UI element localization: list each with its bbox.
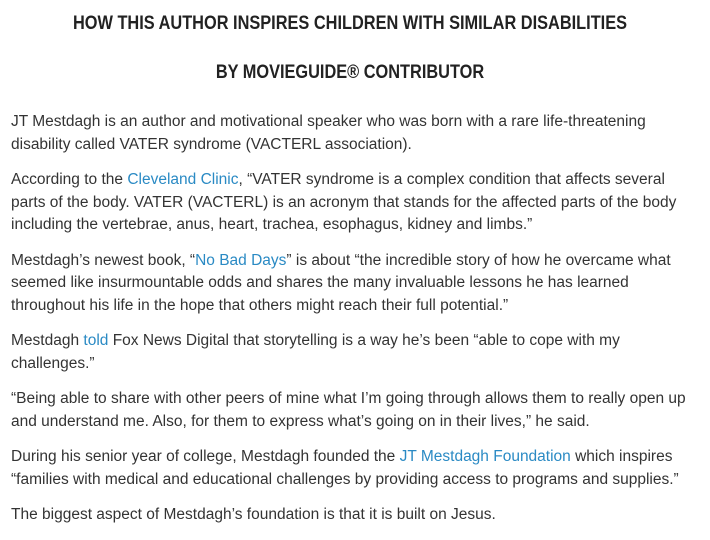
article-byline: BY MOVIEGUIDE® CONTRIBUTOR — [215, 62, 485, 83]
paragraph-2 — [11, 169, 701, 237]
article-title: HOW THIS AUTHOR INSPIRES CHILDREN WITH SIMILAR DISABILITIES — [72, 13, 628, 34]
cleveland-clinic-link[interactable]: Cleveland Clinic — [127, 171, 239, 188]
paragraph-3-text-end: ” is about “the incredible story of how he overcame what seemed like insurmountable odds and shares the many invaluable lessons he has learned throughout his life in the hope that others might reach their full potential.” — [11, 251, 671, 314]
paragraph-4 — [11, 330, 701, 375]
paragraph-5: “Being able to share with other peers of mine what I’m going through allows them to really open up and understand me. Also, for them to express what’s going on in their lives,” he said. — [11, 390, 686, 430]
paragraph-7: The biggest aspect of Mestdagh’s foundation is that it is built on Jesus. — [11, 506, 496, 523]
paragraph-6-text-start: During his senior year of college, Mestdagh founded the — [11, 448, 400, 465]
no-bad-days-link[interactable]: No Bad Days — [195, 251, 287, 269]
paragraph-2-text-end: , “VATER syndrome is a complex condition that affects several parts of the body. VATER (VACTERL) is an acronym that stands for the affected parts of the body including the vertebrae, anus, heart, trachea, esophagus, kidney and limbs.” — [11, 171, 677, 233]
paragraph-3 — [11, 250, 701, 318]
paragraph-6 — [11, 446, 701, 491]
paragraph-2-text-start: According to the — [11, 171, 128, 188]
article-body — [11, 111, 701, 540]
paragraph-4-text-start: Mestdagh — [11, 332, 84, 349]
told-link[interactable]: told — [83, 332, 109, 349]
paragraph-6-text-end: which inspires “families with medical and educational challenges by providing access to programs and supplies.” — [11, 448, 679, 488]
paragraph-4-text-end: Fox News Digital that storytelling is a way he’s been “able to cope with my challenges.” — [11, 332, 620, 372]
paragraph-3-text-start: Mestdagh’s newest book, “ — [11, 251, 196, 269]
paragraph-1: JT Mestdagh is an author and motivational speaker who was born with a rare life-threatening disability called VATER syndrome (VACTERL association). — [11, 113, 646, 153]
jt-mestdagh-foundation-link[interactable]: JT Mestdagh Foundation — [399, 448, 571, 465]
